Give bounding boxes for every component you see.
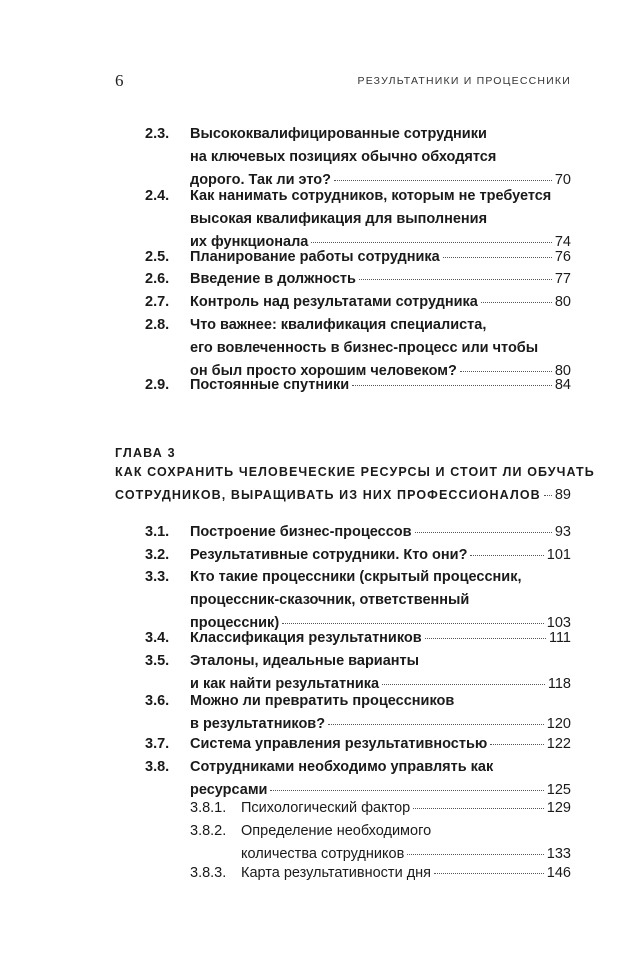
entry-page: 80 bbox=[554, 294, 571, 310]
toc-entry[interactable] bbox=[145, 544, 571, 567]
toc-entry[interactable] bbox=[145, 733, 571, 756]
chapter-title[interactable] bbox=[115, 461, 595, 507]
entry-number: 2.9. bbox=[145, 377, 170, 393]
entry-title-line: Постоянные спутники bbox=[190, 377, 350, 393]
entry-title-line: Планирование работы сотрудника bbox=[190, 249, 440, 265]
dot-leader bbox=[434, 873, 544, 874]
dot-leader bbox=[359, 279, 552, 280]
entry-page: 125 bbox=[546, 782, 571, 799]
dot-leader bbox=[481, 302, 552, 303]
toc-subentry[interactable] bbox=[190, 797, 571, 820]
entry-title-line: Классификация результатников bbox=[190, 630, 422, 646]
dot-leader bbox=[270, 790, 543, 791]
entry-number: 2.8. bbox=[145, 317, 170, 333]
toc-entry[interactable] bbox=[145, 185, 571, 255]
entry-title-line: их функционала bbox=[190, 234, 309, 251]
dot-leader bbox=[460, 371, 552, 372]
toc-entry[interactable] bbox=[145, 627, 571, 650]
entry-number: 2.3. bbox=[145, 126, 170, 142]
entry-title-line: он был просто хорошим человеком? bbox=[190, 363, 457, 380]
toc-entry[interactable] bbox=[145, 123, 571, 193]
entry-page: 122 bbox=[546, 736, 571, 752]
subentry-page: 129 bbox=[546, 800, 571, 816]
entry-title-line: ресурсами bbox=[190, 782, 268, 799]
entry-title-line: Эталоны, идеальные варианты bbox=[190, 653, 420, 669]
entry-page: 93 bbox=[554, 524, 571, 540]
dot-leader bbox=[425, 638, 546, 639]
toc-entry[interactable] bbox=[145, 268, 571, 291]
entry-title-line: процессник-сказочник, ответственный bbox=[190, 592, 470, 609]
toc-subentry[interactable] bbox=[190, 862, 571, 885]
entry-title-line: на ключевых позициях обычно обходятся bbox=[190, 149, 497, 166]
dot-leader bbox=[311, 242, 551, 243]
entry-page: 80 bbox=[554, 363, 571, 380]
entry-title-line: Результативные сотрудники. Кто они? bbox=[190, 547, 468, 563]
dot-leader bbox=[334, 180, 552, 181]
entry-number: 3.4. bbox=[145, 630, 170, 646]
entry-number: 2.7. bbox=[145, 294, 170, 310]
chapter-title-line: КАК СОХРАНИТЬ ЧЕЛОВЕЧЕСКИЕ РЕСУРСЫ И СТОИТ ЛИ ОБУЧАТЬ bbox=[115, 465, 595, 479]
entry-title-line: Кто такие процессники (скрытый процессник, bbox=[190, 569, 522, 585]
entry-title-line: Построение бизнес-процессов bbox=[190, 524, 412, 540]
page-number: 6 bbox=[115, 71, 124, 90]
entry-page: 84 bbox=[554, 377, 571, 393]
entry-number: 3.3. bbox=[145, 569, 170, 585]
entry-number: 3.7. bbox=[145, 736, 170, 752]
entry-page: 118 bbox=[547, 676, 571, 693]
entry-title-line: процессник) bbox=[190, 615, 280, 632]
dot-leader bbox=[490, 744, 544, 745]
entry-title-line: Что важнее: квалификация специалиста, bbox=[190, 317, 487, 333]
entry-page: 77 bbox=[554, 271, 571, 287]
entry-title-line: Сотрудниками необходимо управлять как bbox=[190, 759, 494, 775]
toc-entry[interactable] bbox=[145, 690, 571, 736]
chapter-page: 89 bbox=[554, 487, 571, 504]
toc-entry[interactable] bbox=[145, 566, 571, 636]
entry-number: 3.6. bbox=[145, 693, 170, 709]
subentry-number: 3.8.2. bbox=[190, 823, 227, 839]
subentry-number: 3.8.3. bbox=[190, 865, 227, 881]
subentry-title-line: Карта результативности дня bbox=[241, 865, 432, 881]
entry-title-line: Высококвалифицированные сотрудники bbox=[190, 126, 487, 142]
entry-number: 2.4. bbox=[145, 188, 170, 204]
entry-page: 74 bbox=[554, 234, 571, 251]
entry-number: 3.1. bbox=[145, 524, 170, 540]
toc-entry[interactable] bbox=[145, 756, 571, 802]
subentry-title-line: Определение необходимого bbox=[241, 823, 432, 839]
entry-title-line: в результатников? bbox=[190, 716, 326, 733]
subentry-page: 133 bbox=[546, 846, 571, 863]
dot-leader bbox=[443, 257, 552, 258]
running-title: РЕЗУЛЬТАТНИКИ И ПРОЦЕССНИКИ bbox=[357, 75, 571, 87]
toc-entry[interactable] bbox=[145, 521, 571, 544]
entry-number: 2.5. bbox=[145, 249, 170, 265]
chapter-label: ГЛАВА 3 bbox=[115, 446, 176, 460]
entry-page: 111 bbox=[548, 630, 571, 646]
dot-leader bbox=[544, 495, 552, 496]
entry-page: 101 bbox=[546, 547, 571, 563]
toc-entry[interactable] bbox=[145, 246, 571, 269]
subentry-title-line: Психологический фактор bbox=[241, 800, 411, 816]
dot-leader bbox=[352, 385, 552, 386]
toc-entry[interactable] bbox=[145, 291, 571, 314]
entry-title-line: Как нанимать сотрудников, которым не требуется bbox=[190, 188, 552, 204]
subentry-page: 146 bbox=[546, 865, 571, 881]
dot-leader bbox=[282, 623, 544, 624]
entry-number: 3.8. bbox=[145, 759, 170, 775]
dot-leader bbox=[470, 555, 543, 556]
entry-number: 3.5. bbox=[145, 653, 170, 669]
dot-leader bbox=[415, 532, 552, 533]
entry-number: 3.2. bbox=[145, 547, 170, 563]
entry-title-line: Контроль над результатами сотрудника bbox=[190, 294, 478, 310]
subentry-title-line: количества сотрудников bbox=[241, 846, 405, 863]
entry-title-line: высокая квалификация для выполнения bbox=[190, 211, 488, 228]
entry-title-line: дорого. Так ли это? bbox=[190, 172, 331, 189]
entry-title-line: и как найти результатника bbox=[190, 676, 380, 693]
entry-page: 120 bbox=[546, 716, 571, 733]
chapter-title-line: СОТРУДНИКОВ, ВЫРАЩИВАТЬ ИЗ НИХ ПРОФЕССИОНАЛОВ bbox=[115, 488, 541, 503]
entry-page: 70 bbox=[554, 172, 571, 189]
dot-leader bbox=[382, 684, 545, 685]
subentry-number: 3.8.1. bbox=[190, 800, 227, 816]
entry-page: 103 bbox=[546, 615, 571, 632]
entry-title-line: Можно ли превратить процессников bbox=[190, 693, 455, 709]
entry-number: 2.6. bbox=[145, 271, 170, 287]
dot-leader bbox=[328, 724, 544, 725]
toc-subentry[interactable] bbox=[190, 820, 571, 866]
toc-entry[interactable] bbox=[145, 374, 571, 397]
dot-leader bbox=[407, 854, 544, 855]
dot-leader bbox=[413, 808, 544, 809]
entry-title-line: Введение в должность bbox=[190, 271, 356, 287]
entry-title-line: Система управления результативностью bbox=[190, 736, 488, 752]
entry-page: 76 bbox=[554, 249, 571, 265]
entry-title-line: его вовлеченность в бизнес-процесс или чтобы bbox=[190, 340, 539, 357]
